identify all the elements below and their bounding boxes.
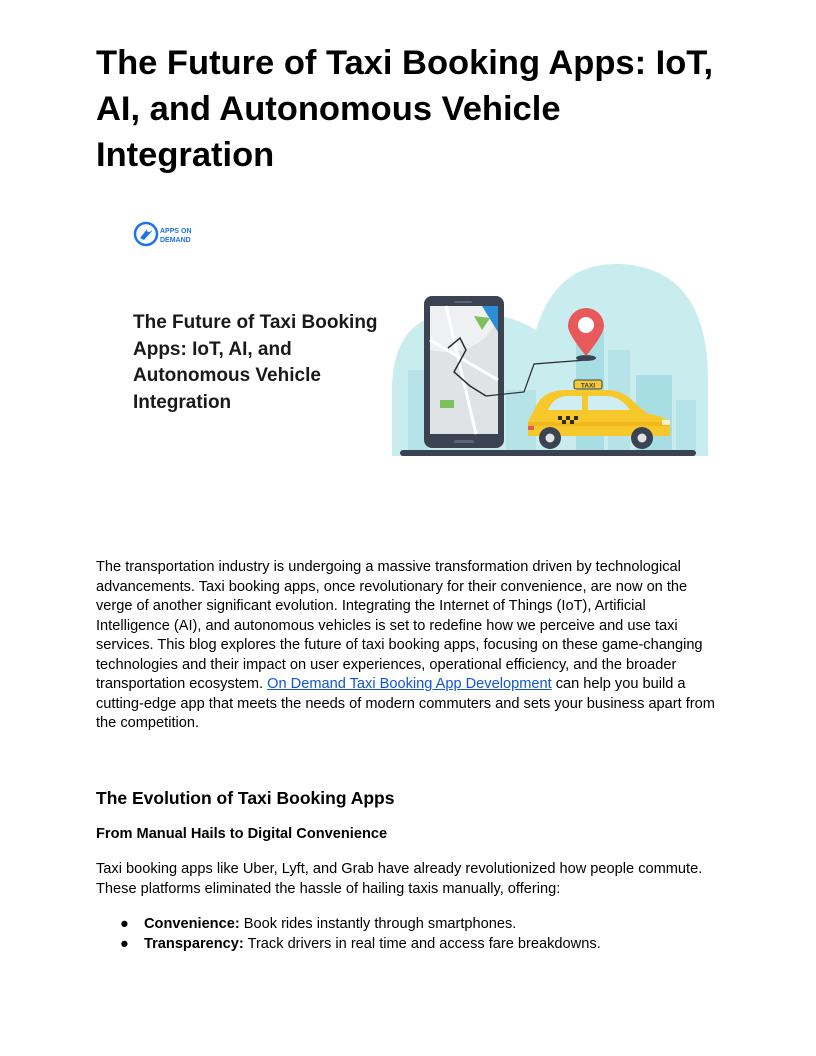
logo-text-line1: APPS ON bbox=[160, 228, 192, 235]
features-list bbox=[96, 915, 716, 954]
section-subheading: From Manual Hails to Digital Convenience bbox=[96, 826, 388, 842]
phone-illustration bbox=[424, 296, 504, 448]
logo-text-line2: DEMAND bbox=[160, 237, 191, 244]
banner-heading bbox=[133, 312, 378, 413]
intro-text-after-link: can help you build a cutting-edge app that meets the needs of modern commuters and sets your business apart from the competition. bbox=[96, 676, 715, 731]
banner-heading-line3: Autonomous Vehicle bbox=[133, 365, 321, 386]
banner-heading-line4: Integration bbox=[133, 392, 232, 413]
bullet-icon: ● bbox=[120, 916, 129, 932]
apps-on-demand-logo bbox=[135, 223, 192, 245]
banner-heading-line1: The Future of Taxi Booking bbox=[133, 312, 378, 333]
page-title: The Future of Taxi Booking Apps: IoT, AI, and Autonomous Vehicle Integration bbox=[96, 44, 714, 174]
intro-paragraph bbox=[96, 558, 722, 734]
taxi-sign-label: TAXI bbox=[580, 382, 596, 390]
banner-heading-line2: Apps: IoT, AI, and bbox=[133, 339, 292, 360]
intro-text-before-link: The transportation industry is undergoing a massive transformation driven by technological advancements. Taxi booking apps, once revolutionary for their convenience, are now on the verge of another significant evolution. Integrating the Internet of Things (IoT), Artificial Intelligence (AI), and autonomous vehicles is set to redefine how we perceive and use taxi services. This blog explores the future of taxi booking apps, focusing on these game-changing technologies and their impact on user experiences, operational efficiency, and the broader transportation ecosystem. bbox=[96, 559, 703, 692]
list-item bbox=[96, 915, 716, 935]
list-item-label: Transparency: bbox=[144, 935, 244, 952]
hero-banner-image bbox=[96, 200, 720, 490]
taxi-app-development-link[interactable]: On Demand Taxi Booking App Development bbox=[267, 676, 552, 692]
bullet-icon: ● bbox=[120, 935, 129, 952]
list-item-text: Track drivers in real time and access fare breakdowns. bbox=[243, 935, 601, 952]
section-heading: The Evolution of Taxi Booking Apps bbox=[96, 788, 395, 808]
list-item-label: Convenience: bbox=[144, 916, 240, 932]
list-item bbox=[96, 935, 716, 955]
section-paragraph: Taxi booking apps like Uber, Lyft, and Grab have already revolutionized how people commute. These platforms eliminated the hassle of hailing taxis manually, offering: bbox=[96, 861, 703, 897]
list-item-text: Book rides instantly through smartphones. bbox=[239, 916, 517, 932]
